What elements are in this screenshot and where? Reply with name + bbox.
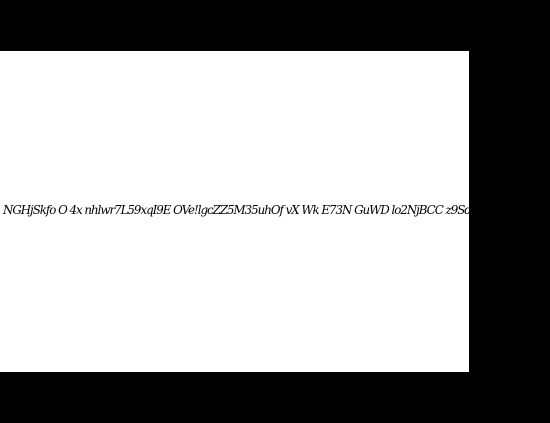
white-canvas (0, 51, 550, 372)
bottom-letterbox-band (0, 372, 469, 423)
handwritten-text-line: NGHjSkfo O 4x nhlwr7L59xqI9E OVe!lgcZZ5M35uhOf vX Wk E73N GuWD lo2NjBCC z9SdQ10sOBggsyXz (3, 203, 550, 217)
top-letterbox-band (0, 0, 469, 51)
